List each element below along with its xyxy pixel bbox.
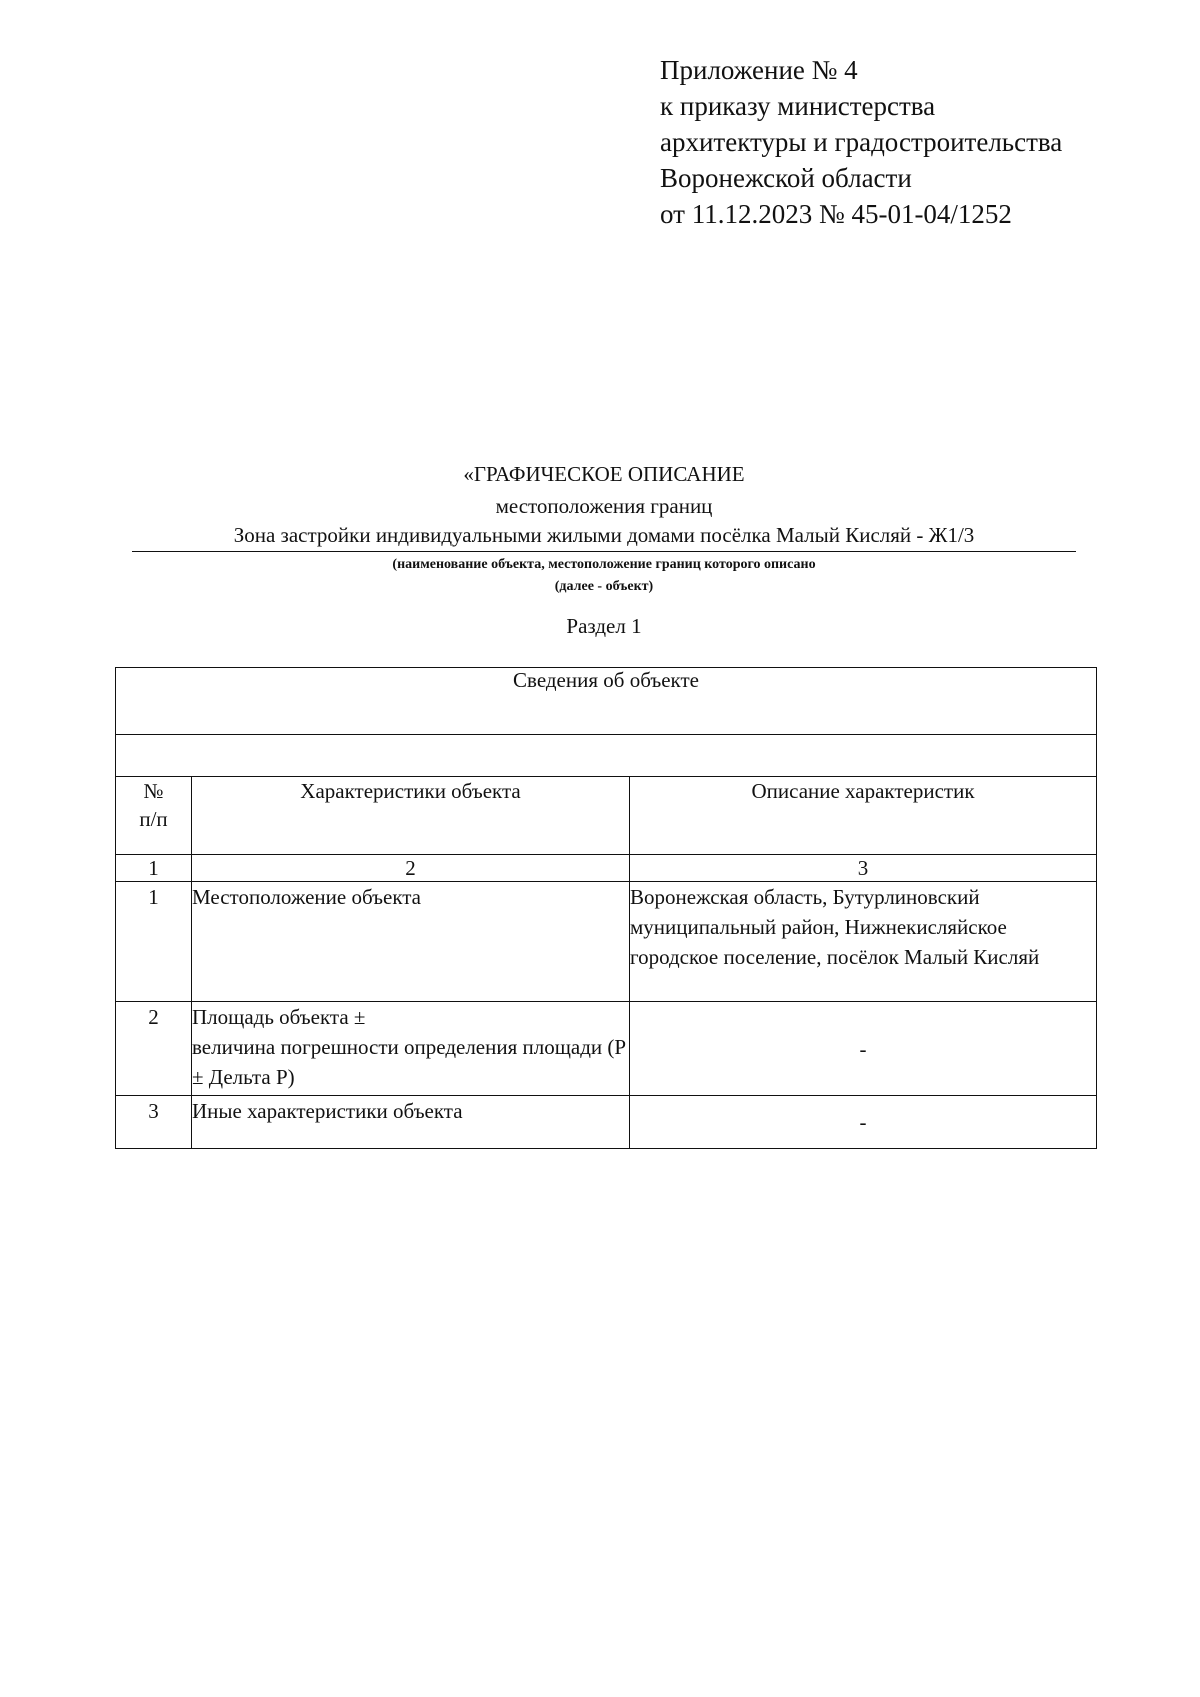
table-row	[116, 1096, 1097, 1149]
row-description: -	[630, 1096, 1097, 1149]
appendix-line: Воронежской области	[660, 163, 912, 193]
row-characteristic: Иные характеристики объекта	[192, 1096, 630, 1149]
appendix-header	[660, 52, 1062, 232]
appendix-line: к приказу министерства	[660, 91, 936, 121]
document-title-block	[130, 459, 1078, 640]
row-number: 1	[116, 882, 192, 1002]
row-number: 3	[116, 1096, 192, 1149]
caption-line: (наименование объекта, местоположение границ которого описано	[392, 557, 816, 572]
object-info-table	[115, 667, 1097, 1149]
row-description: -	[630, 1002, 1097, 1096]
row-characteristic: Местоположение объекта	[192, 882, 630, 1002]
appendix-line: архитектуры и градостроительства	[660, 127, 1063, 157]
object-name: Зона застройки индивидуальными жилыми домами посёлка Малый Кисляй - Ж1/3	[132, 521, 1076, 552]
header-characteristic: Характеристики объекта	[192, 777, 630, 855]
column-number: 3	[630, 855, 1097, 882]
object-name-caption	[130, 554, 1078, 598]
caption-line: (далее - объект)	[554, 579, 654, 594]
header-num: № п/п	[116, 777, 192, 855]
column-number-row	[116, 855, 1097, 882]
row-characteristic: Площадь объекта ± величина погрешности определения площади (Р ± Дельта Р)	[192, 1002, 630, 1096]
table-caption: Сведения об объекте	[116, 668, 1097, 735]
column-number: 2	[192, 855, 630, 882]
document-title: «ГРАФИЧЕСКОЕ ОПИСАНИЕ	[463, 462, 745, 486]
row-number: 2	[116, 1002, 192, 1096]
column-number: 1	[116, 855, 192, 882]
appendix-line: от 11.12.2023 № 45-01-04/1252	[660, 199, 1012, 229]
table-row	[116, 1002, 1097, 1096]
table-blank-row	[116, 735, 1097, 777]
header-description: Описание характеристик	[630, 777, 1097, 855]
appendix-line: Приложение № 4	[660, 55, 858, 85]
row-description: Воронежская область, Бутурлиновский муниципальный район, Нижнекисляйское городское поселение, посёлок Малый Кисляй	[630, 882, 1097, 1002]
document-subtitle: местоположения границ	[495, 494, 713, 518]
section-label: Раздел 1	[566, 614, 642, 638]
table-row	[116, 882, 1097, 1002]
table-caption-row	[116, 668, 1097, 735]
table-header-row	[116, 777, 1097, 855]
